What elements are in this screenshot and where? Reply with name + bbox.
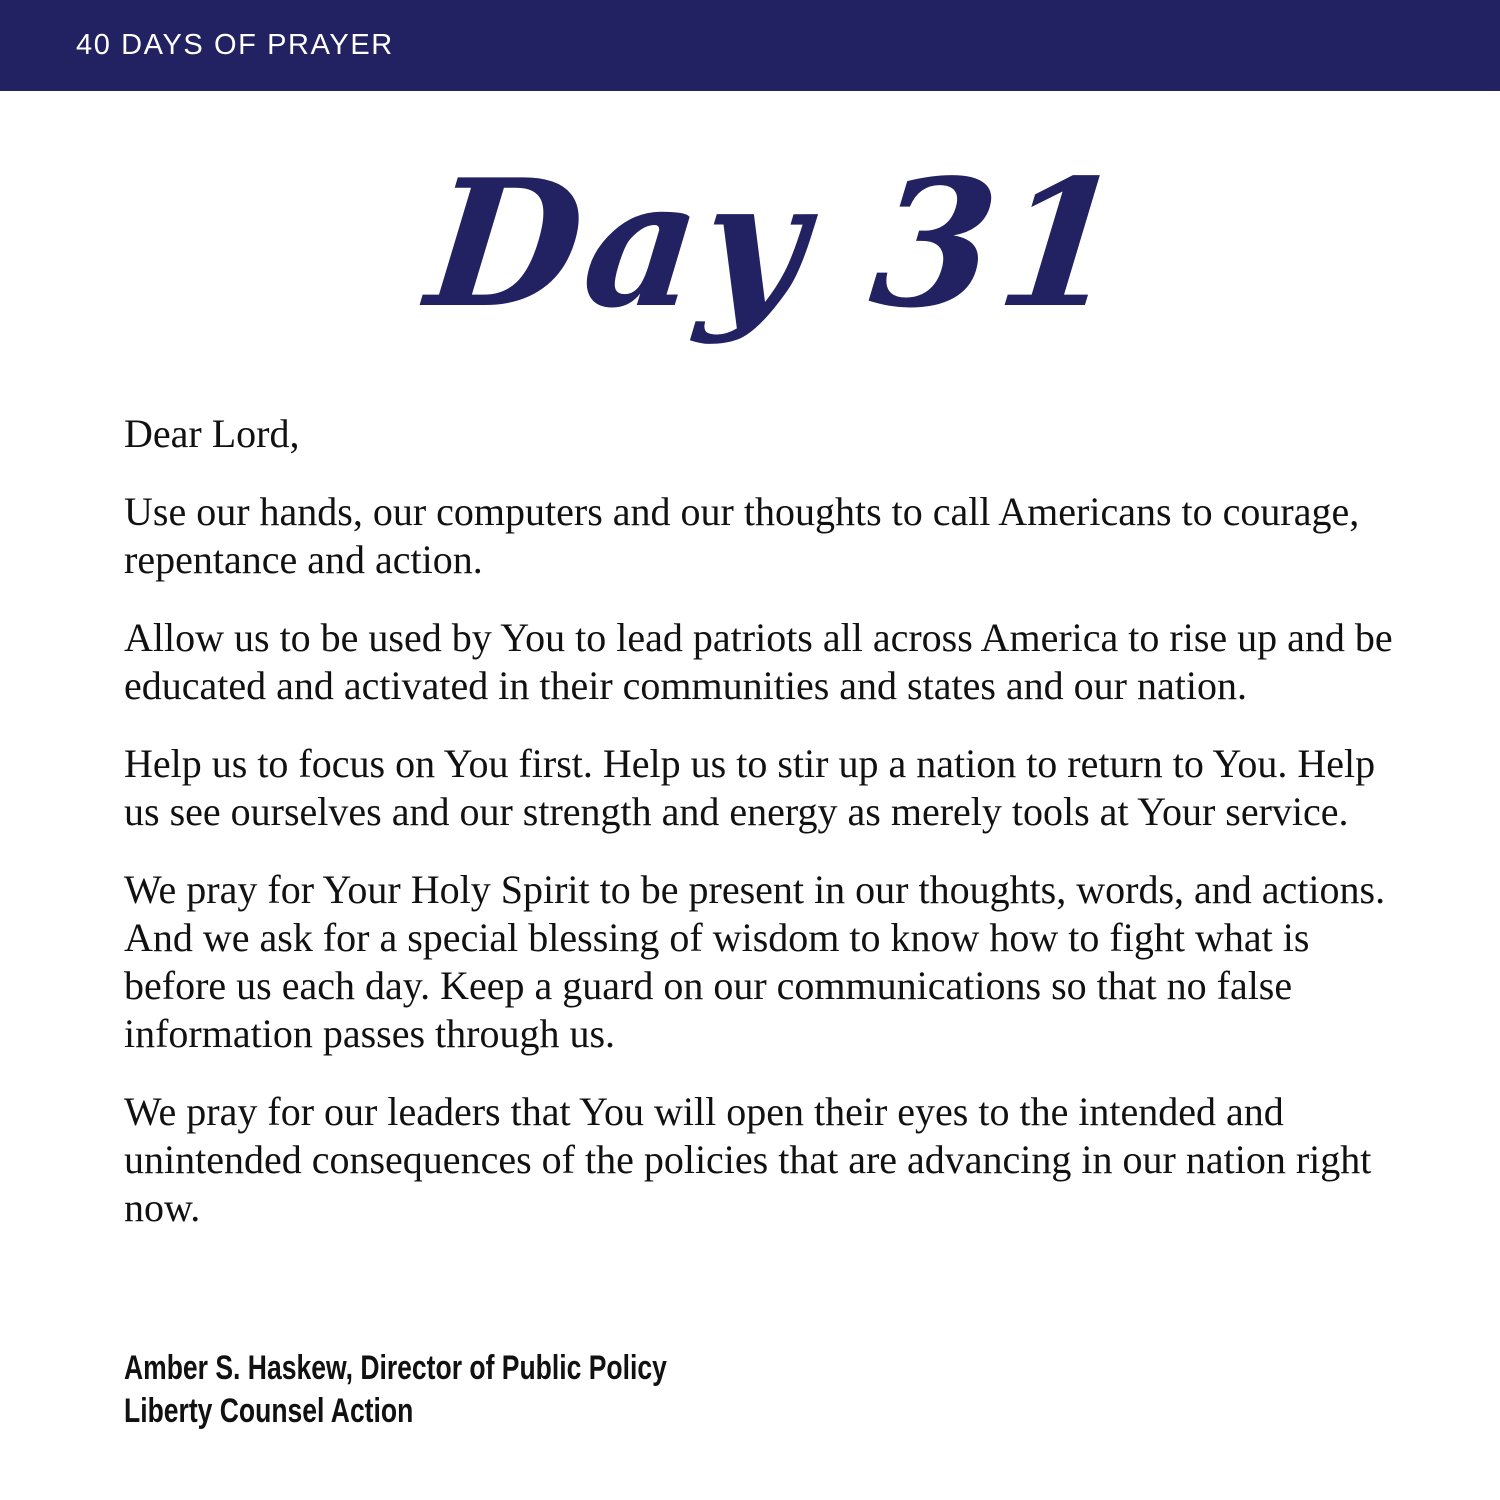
salutation: Dear Lord, — [124, 411, 300, 456]
prayer-paragraph: We pray for Your Holy Spirit to be present in our thoughts, words, and actions. And we ask for a special blessing of wisdom to know how to fight what is before us each day. Keep a guard on our communications so that no false information passes through us. — [124, 867, 1386, 1056]
prayer-paragraph: Help us to focus on You first. Help us to stir up a nation to return to You. Help us see ourselves and our strength and energy as merely tools at Your service. — [124, 741, 1376, 834]
signature-organization: Liberty Counsel Action — [124, 1392, 414, 1430]
prayer-paragraph: Allow us to be used by You to lead patriots all across America to rise up and be educated and activated in their communities and states and our nation. — [124, 615, 1393, 708]
signature-name-title: Amber S. Haskew, Director of Public Policy — [124, 1349, 667, 1387]
header-bar — [0, 0, 1500, 91]
prayer-body — [124, 410, 1414, 1262]
header-title: 40 DAYS OF PRAYER — [76, 29, 394, 61]
day-title: Day 31 — [419, 142, 1137, 347]
signature — [124, 1347, 667, 1433]
prayer-paragraph: We pray for our leaders that You will open their eyes to the intended and unintended consequences of the policies that are advancing in our nation right now. — [124, 1089, 1372, 1230]
prayer-paragraph: Use our hands, our computers and our thoughts to call Americans to courage, repentance and action. — [124, 489, 1360, 582]
